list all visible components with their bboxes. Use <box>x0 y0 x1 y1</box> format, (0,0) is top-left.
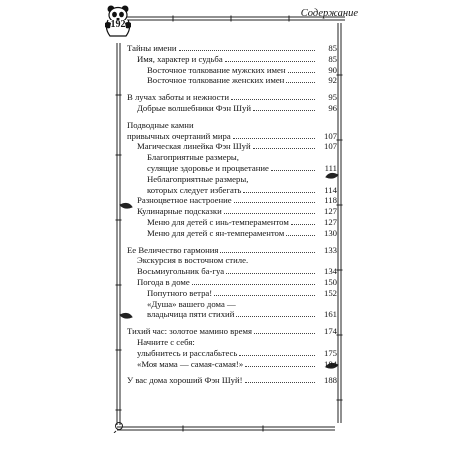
toc-entry[interactable] <box>127 217 337 228</box>
dot-leader <box>253 110 315 111</box>
toc-entry[interactable] <box>127 92 337 103</box>
toc-entry[interactable] <box>127 255 337 277</box>
dot-leader <box>220 252 315 253</box>
toc-entry-title: Магическая линейка Фэн Шуй <box>137 141 251 152</box>
dot-leader <box>245 382 315 383</box>
toc-entry-title: Ее Величество гармония <box>127 244 219 255</box>
toc-entry-title: владычица пяти стихий <box>147 309 235 320</box>
toc-page-number: 107 <box>323 141 337 152</box>
toc-page-number: 134 <box>323 266 337 277</box>
toc-page-number: 85 <box>328 43 337 53</box>
toc-entry[interactable] <box>127 299 337 321</box>
toc-entry-title: Кулинарные подсказки <box>137 206 222 217</box>
toc-entry[interactable] <box>127 375 337 386</box>
toc-page-number: 85 <box>328 53 337 64</box>
toc-page-number: 150 <box>323 276 337 287</box>
dot-leader <box>233 138 315 139</box>
toc-entry[interactable] <box>127 141 337 152</box>
toc-page-number: 133 <box>323 244 337 255</box>
dot-leader <box>224 213 315 214</box>
toc-entry-title: сулящие здоровье и процветание <box>147 162 269 173</box>
toc-entry[interactable] <box>127 152 337 174</box>
toc-entry-title: Тихий час: золотое мамино время <box>127 326 252 337</box>
toc-entry-title: «Моя мама — самая-самая!» <box>137 358 244 369</box>
toc-entry-title: Тайны имени <box>127 43 177 53</box>
toc-page-number: 188 <box>323 375 337 386</box>
toc-entry-title: Разноцветное настроение <box>137 195 232 206</box>
toc-page-number: 92 <box>328 75 337 86</box>
toc-entry-title: Добрые волшебники Фэн Шуй <box>137 102 251 113</box>
toc-entry[interactable] <box>127 228 337 239</box>
dot-leader <box>291 224 315 225</box>
toc-page-number: 174 <box>323 326 337 337</box>
toc-entry[interactable] <box>127 174 337 196</box>
toc-entry-title: Имя, характер и судьба <box>137 53 223 64</box>
toc-entry-title: Восточное толкование мужских имен <box>147 64 286 75</box>
toc-entry[interactable] <box>127 359 337 370</box>
toc-page-number: 184 <box>323 358 337 369</box>
toc-entry[interactable] <box>127 245 337 256</box>
toc-entry-title: Меню для детей с инь-темпераментом <box>147 216 289 227</box>
dot-leader <box>236 316 315 317</box>
toc-entry[interactable] <box>127 75 337 86</box>
toc-entry-title: У вас дома хороший Фэн Шуй! <box>127 375 243 386</box>
toc-entry-title: Попутного ветра! <box>147 287 213 298</box>
toc-entry-title-line: «Душа» вашего дома — <box>147 298 236 309</box>
toc-page-number: 107 <box>323 130 337 141</box>
dot-leader <box>271 170 315 171</box>
toc-entry-title: Меню для детей с ян-темпераментом <box>147 227 285 238</box>
toc-entry[interactable] <box>127 120 337 142</box>
toc-entry[interactable] <box>127 54 337 65</box>
toc-entry-title: В лучах заботы и нежности <box>127 92 229 103</box>
toc-page-number: 130 <box>323 227 337 238</box>
toc-entry[interactable] <box>127 206 337 217</box>
dot-leader <box>253 148 315 149</box>
toc-page-number: 127 <box>323 216 337 227</box>
toc-entry-title-line: Неблагоприятные размеры, <box>147 173 249 184</box>
toc-entry-title: Погода в доме <box>137 276 190 287</box>
dot-leader <box>225 61 315 62</box>
dot-leader <box>231 99 315 100</box>
toc-entry-title: привычных очертаний мира <box>127 130 231 141</box>
toc-entry[interactable] <box>127 277 337 288</box>
toc-entry-title: Восточное толкование женских имен <box>147 75 285 86</box>
toc-entry[interactable] <box>127 326 337 337</box>
toc-page-number: 161 <box>323 309 337 320</box>
toc-page-number: 175 <box>323 347 337 358</box>
toc-page-number: 118 <box>324 195 337 206</box>
dot-leader <box>214 295 315 296</box>
dot-leader <box>234 202 315 203</box>
bottom-corner-ornament <box>114 423 123 434</box>
table-of-contents <box>127 43 337 386</box>
toc-page-number: 152 <box>323 287 337 298</box>
dot-leader <box>243 192 315 193</box>
dot-leader <box>226 273 315 274</box>
toc-entry-title-line: Подводные камни <box>127 119 194 130</box>
dot-leader <box>239 355 315 356</box>
toc-entry-title-line: Благоприятные размеры, <box>147 152 239 163</box>
toc-page-number: 111 <box>324 162 337 173</box>
toc-page-number: 95 <box>328 92 337 103</box>
toc-page-number: 127 <box>323 206 337 217</box>
toc-page-number: 90 <box>328 64 337 75</box>
toc-entry[interactable] <box>127 337 337 359</box>
toc-entry-title: которых следует избегать <box>147 184 242 195</box>
toc-entry[interactable] <box>127 65 337 76</box>
dot-leader <box>286 82 315 83</box>
page-number: 192 <box>110 19 126 30</box>
toc-entry[interactable] <box>127 43 337 54</box>
toc-entry-title-line: Экскурсия в восточном стиле. <box>137 255 249 266</box>
toc-entry-title: улыбнитесь и расслабьтесь <box>137 347 238 358</box>
dot-leader <box>254 333 315 334</box>
toc-entry[interactable] <box>127 288 337 299</box>
toc-page-number: 114 <box>324 184 337 195</box>
toc-entry-title-line: Начните с себя: <box>137 336 195 347</box>
dot-leader <box>192 284 315 285</box>
dot-leader <box>286 235 315 236</box>
toc-page-number: 96 <box>328 102 337 113</box>
toc-entry[interactable] <box>127 103 337 114</box>
toc-entry[interactable] <box>127 195 337 206</box>
running-title: Содержание <box>300 8 358 19</box>
dot-leader <box>245 366 315 367</box>
dot-leader <box>288 72 315 73</box>
dot-leader <box>179 50 315 51</box>
toc-entry-title: Восьмиугольник ба-гуа <box>137 266 225 277</box>
